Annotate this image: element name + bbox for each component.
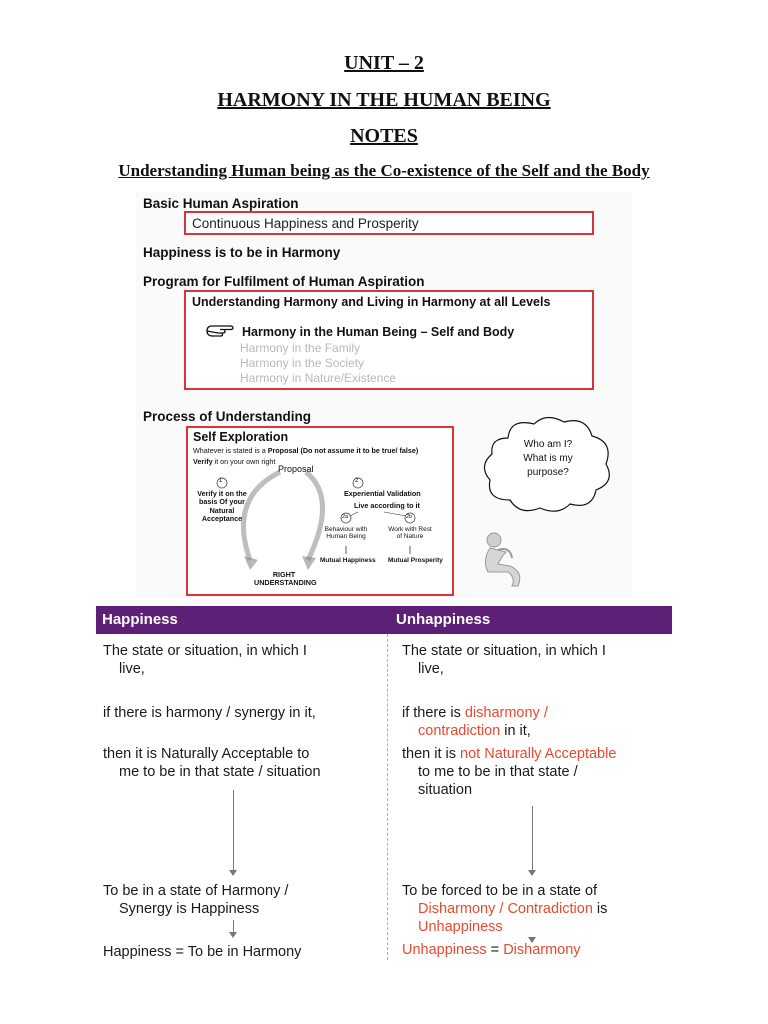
right-p3-b: to me to be in that state / [418,764,578,780]
mutual-prosperity-text: Mutual Prosperity [388,557,443,564]
left-flow-arrow-head [229,870,237,876]
right-p3-a [402,745,616,763]
work-text: Work with Rest of Nature [388,526,432,541]
right-p2-red: disharmony / [464,705,548,721]
right-p2-a [402,704,548,722]
happiness-comparison-table [96,606,672,960]
right-p5-red-2: Disharmony [503,942,581,958]
happiness-harmony-line: Happiness is to be in Harmony [143,245,341,260]
step-2b-number: 2b [406,514,413,520]
self-exploration-title: Self Exploration [193,430,289,444]
verify-line-rest: it on your own right [212,457,276,466]
right-p2b-rest: in it, [500,723,531,739]
right-p3-c: situation [418,782,473,798]
level-nature: Harmony in Nature/Existence [240,371,397,385]
self-exploration-box [186,426,454,596]
left-p1-b: live, [119,661,145,677]
step-2-number: 2 [355,478,359,484]
level-family: Harmony in the Family [240,341,361,355]
right-p2-pre: if there is [402,705,465,721]
left-p3-b: me to be in that state / situation [119,764,321,780]
step-1-number: 1 [219,478,223,484]
left-flow-arrow-2-head [229,932,237,938]
page-title: HARMONY IN THE HUMAN BEING [217,89,551,111]
live-according-text: Live according to it [354,501,420,510]
right-flow-arrow-line [532,806,533,872]
happiness-header: Happiness [102,611,178,628]
bubble-line-1: Who am I? [523,439,573,450]
program-box [184,290,594,390]
unit-title: UNIT – 2 [344,52,424,74]
process-heading: Process of Understanding [143,409,312,424]
proposal-line-bold: Proposal [267,446,299,455]
right-p4b-red: Disharmony / Contradiction [418,901,593,917]
step-2-text: Experiential Validation [344,489,421,498]
program-box-title: Understanding Harmony and Living in Harmony at all Levels [192,295,551,309]
pointing-hand-icon [206,324,234,343]
basic-aspiration-heading: Basic Human Aspiration [143,196,299,211]
right-p5 [402,941,581,959]
notes-title: NOTES [350,125,418,147]
left-p2: if there is harmony / synergy in it, [103,705,316,721]
level-human-being: Harmony in the Human Being – Self and Body [242,325,515,339]
left-p1-a: The state or situation, in which I [103,643,307,659]
right-p3-red: not Naturally Acceptable [460,746,617,762]
step-2a-number: 2a [342,514,349,520]
left-p3-a: then it is Naturally Acceptable to [103,746,310,762]
section-subtitle: Understanding Human being as the Co-existence of the Self and the Body [118,161,650,180]
right-p4-c: Unhappiness [418,919,503,935]
table-header-bar [96,606,672,634]
proposal-line-pre: Whatever is stated is a [193,446,268,455]
right-p5-red-1: Unhappiness [402,942,487,958]
basic-aspiration-box [184,211,594,235]
proposal-line-note: (Do not assume it to be true/ false) [298,446,419,455]
right-p4-a: To be forced to be in a state of [402,883,598,899]
right-p4b-rest: is [592,901,608,917]
right-p4-b [402,900,607,918]
right-p2b-red: contradiction [418,723,501,739]
left-p5: Happiness = To be in Harmony [103,944,302,960]
bubble-line-3: purpose? [527,467,569,478]
step-1-text: Verify it on the basis Of your Natural Acceptance [197,489,247,523]
left-p4-a: To be in a state of Harmony / [103,883,289,899]
right-p2-b [402,722,531,740]
right-p1-a: The state or situation, in which I [402,643,606,659]
basic-aspiration-text: Continuous Happiness and Prosperity [192,216,419,231]
left-p4-b: Synergy is Happiness [119,901,260,917]
right-p5-eq: = [486,942,504,958]
thought-bubble [478,412,618,518]
right-understanding-text: RIGHT UNDERSTANDING [254,570,317,588]
bubble-line-2: What is my [523,453,573,464]
right-p3-pre: then it is [402,746,461,762]
unhappiness-header: Unhappiness [396,611,491,628]
left-flow-arrow-line [233,790,234,872]
right-p1-b: live, [418,661,444,677]
aspiration-diagram [136,192,632,598]
behaviour-text: Behaviour with Human Being [324,526,368,541]
right-flow-arrow-head [528,870,536,876]
verify-line-bold: Verify [193,457,213,466]
column-divider [387,634,388,960]
thinking-person-icon [476,528,524,593]
level-society: Harmony in the Society [240,356,365,370]
mutual-happiness-text: Mutual Happiness [320,557,376,564]
program-heading: Program for Fulfilment of Human Aspiration [143,274,425,289]
proposal-label: Proposal [278,464,314,474]
